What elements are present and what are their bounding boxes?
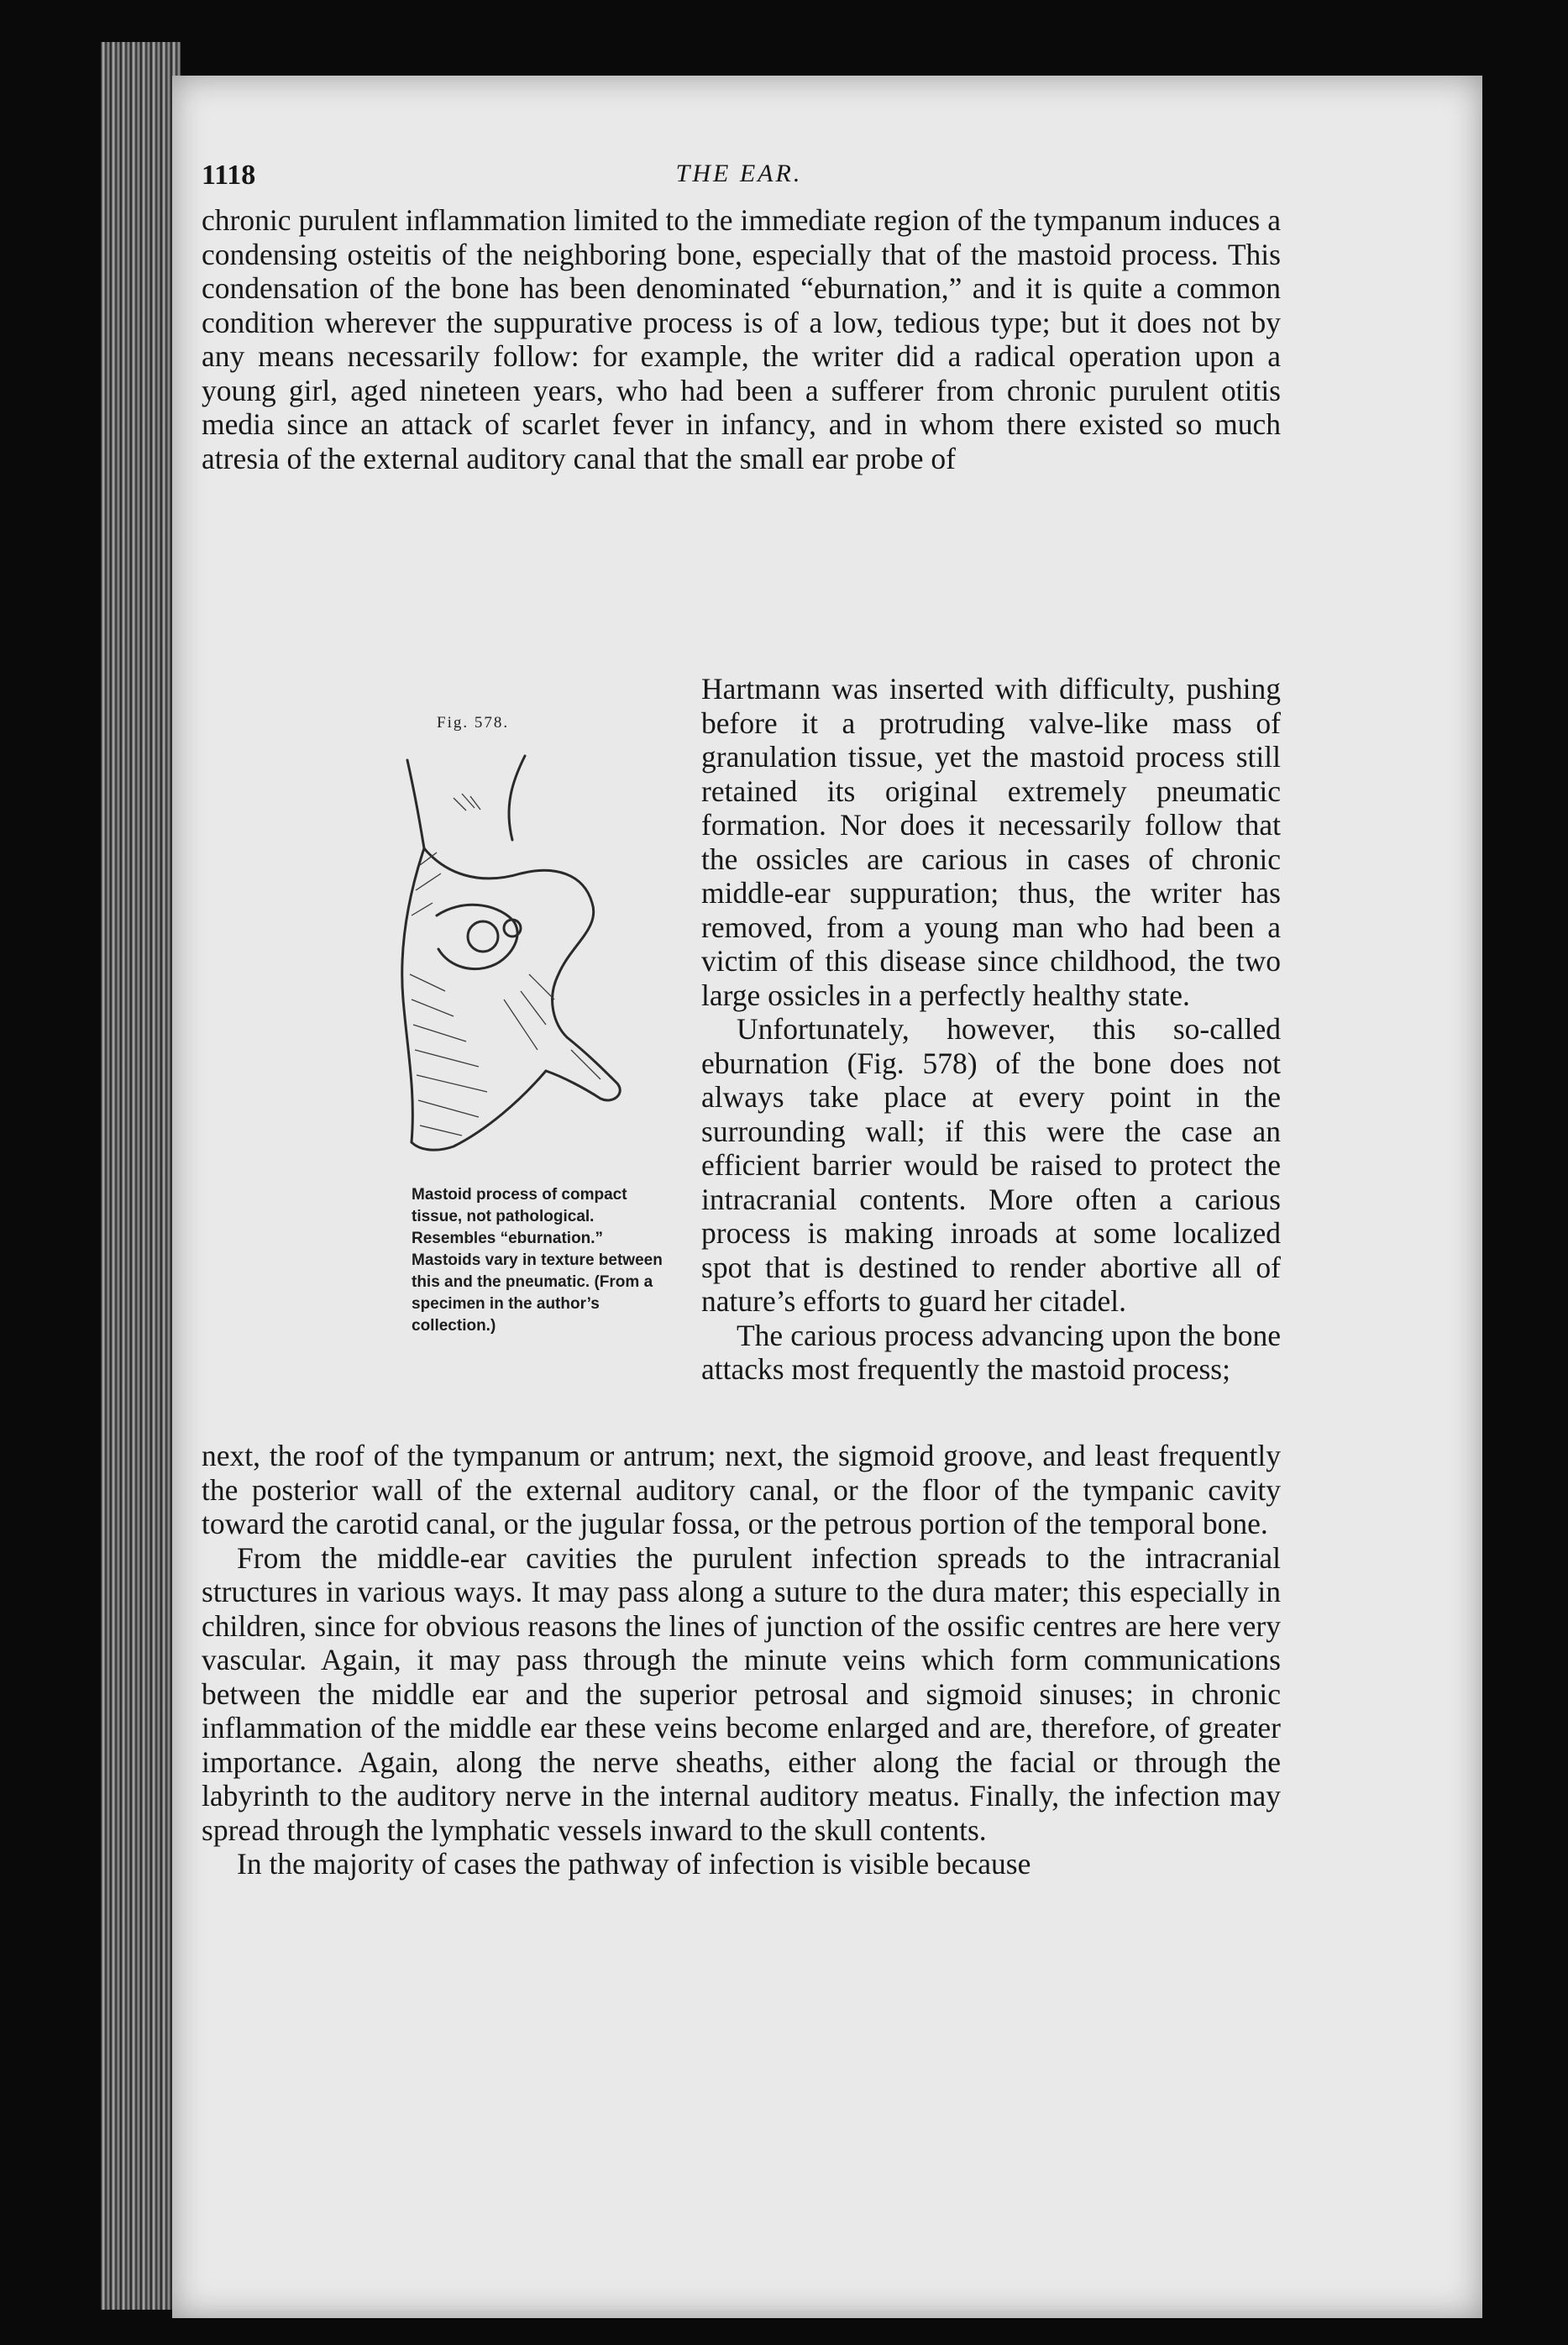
right-column [701,672,1281,1387]
paragraph-infection-pathways: From the middle-ear cavities the purulent infection spreads to the intracranial structures in various ways. It may pass along a suture to the dura mater; this especially in children, since for obvious reasons the lines of junction of the ossific centres are here very vascular. Again, it may pass through the minute veins which form communications between the middle ear and the superior petrosal and sigmoid sinuses; in chronic inflammation of the middle ear these veins become enlarged and are, therefore, of greater importance. Again, along the nerve sheaths, either along the facial or through the labyrinth to the auditory nerve in the internal auditory meatus. Finally, the infection may spread through the lymphatic vessels inward to the skull contents. [202,1540,1281,1847]
paragraph-unfortunately: Unfortunately, however, this so-called eburnation (Fig. 578) of the bone does not always take place at every point in the surrounding wall; if this were the case an efficient barrier would be raised to protect the intracranial contents. More often a carious process is making inroads at some localized spot that is destined to render abortive all of nature’s efforts to guard her citadel. [701,1012,1281,1318]
paragraph-eburnation: chronic purulent inflammation limited to the immediate region of the tympanum induces a condensing osteitis of the neighboring bone, especially that of the mastoid process. This condensation of the bone has been denominated “eburnation,” and it is quite a common condition wherever the suppurative process is of a low, tedious type; but it does not by any means necessarily follow: for example, the writer did a radical operation upon a young girl, aged nineteen years, who had been a sufferer from chronic purulent otitis media since an attack of scarlet fever in infancy, and in whom there existed so much atresia of the external auditory canal that the small ear probe of [202,203,1281,475]
figure-caption: Mastoid process of compact tissue, not pathological. Resembles “eburnation.” Mastoids vary in texture between this and the pneumatic. (From a specimen in the author’s collection.) [412,1186,663,1335]
paragraph-continuation: next, the roof of the tympanum or antrum; next, the sigmoid groove, and least frequently the posterior wall of the external auditory canal, or the floor of the tympanic cavity toward the carotid canal, or the jugular fossa, or the petrous portion of the temporal bone. [202,1439,1281,1540]
page-number: 1118 [202,160,256,191]
lower-text-block [202,1439,1281,1881]
running-title: THE EAR. [675,160,803,187]
paragraph-carious-process: The carious process advancing upon the bone attacks most frequently the mastoid process; [701,1318,1281,1386]
running-head [202,160,1277,202]
mastoid-process-illustration [386,748,663,1167]
book-page-edges [101,42,181,2310]
paragraph-majority: In the majority of cases the pathway of infection is visible because [237,1847,1031,1881]
figure-label: Fig. 578. [437,714,510,732]
paragraph-hartmann: Hartmann was inserted with difficulty, pushing before it a protruding valve-like mass of granulation tissue, yet the mastoid process still retained its original extremely pneumatic formation. Nor does it necessarily follow that the ossicles are carious in cases of chronic middle-ear suppuration; thus, the writer has removed, from a young man who had been a victim of this disease since childhood, the two large ossicles in a perfectly healthy state. [701,672,1281,1012]
